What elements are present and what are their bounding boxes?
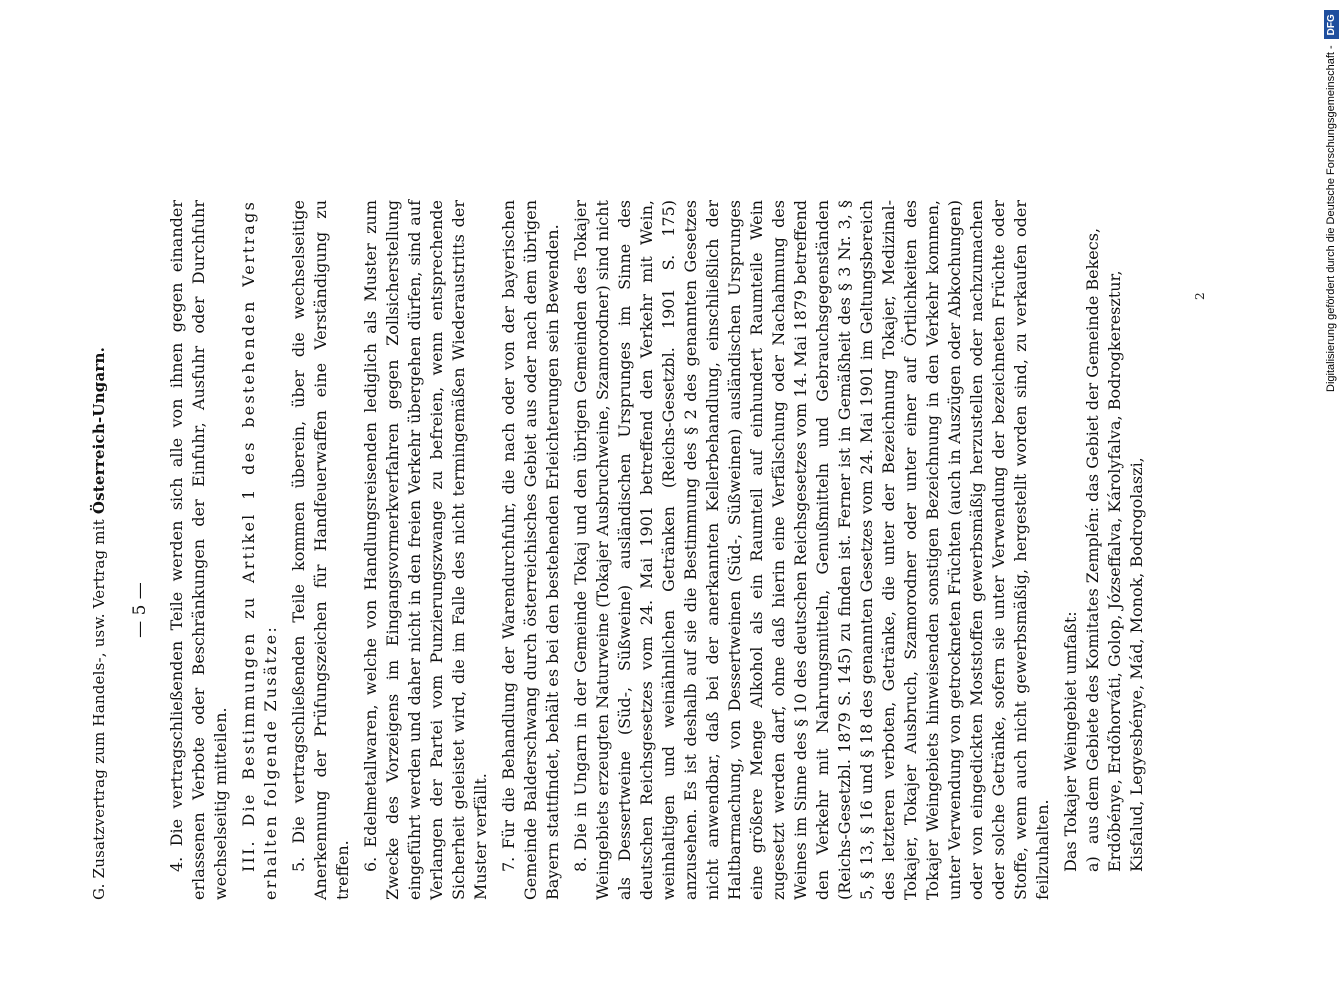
section-heading-iii: III. Die Bestimmungen zu Artikel 1 des bestehenden Vertrags erhalten folgende Zusätze:: [239, 200, 280, 900]
list-item-text: aus dem Gebiete des Komitates Zemplén: das Gebiet der Gemeinde Bekecs, Erdőbénye, Erdőhorváti, Golop, Józseffalva, Károlyfalva, Bodrogkeresztur, Kisfalud, Legyesbénye, Mád, Monok, Bodrogolaszi,: [1083, 227, 1146, 872]
paragraph-6: 6. Edelmetallwaren, welche von Handlungsreisenden lediglich als Muster zum Zwecke des Vorzeigens im Eingangsvormerkverfahren gegen Zollsicherstellung eingeführt werden und daher nicht in den freien Verkehr übergehen dürfen, sind auf Verlangen der Partei vom Punzierungszwange zu befreien, wenn entsprechende Sicherheit geleistet wird, die im Falle des nicht termingemäßen Wiederaustritts der Muster verfällt.: [361, 200, 490, 900]
paragraph-5: 5. Die vertragschließenden Teile kommen überein, über die wechselseitige Anerkennung der Prüfungszeichen für Handfeuerwaffen eine Verständigung zu treffen.: [289, 200, 352, 900]
paragraph-7: 7. Für die Behandlung der Warendurchfuhr, die nach oder von der bayerischen Gemeinde Balderschwang durch österreichisches Gebiet aus oder nach dem übrigen Bayern stattfindet, behält es bei den bestehenden Erleichterungen sein Bewenden.: [499, 200, 562, 900]
paragraph-8: 8. Die in Ungarn in der Gemeinde Tokaj und den übrigen Gemeinden des Tokajer Weingebiets erzeugten Naturweine (Tokajer Ausbruchweine, Szamorodner) sind nicht als Dessertweine (Süd-, Süßweine) ausländischen Ursprunges im Sinne des deutschen Reichsgesetzes vom 24. Mai 1901 betreffend den Verkehr mit Wein, weinhaltigen und weinähnlichen Getränken (Reichs-Gesetzbl. 1901 S. 175) anzusehen. Es ist deshalb auf sie die Bestimmung des § 2 des genannten Gesetzes nicht anwendbar, daß bei der anerkannten Kellerbehandlung, einschließlich der Haltbarmachung, von Dessertweinen (Süd-, Süßweinen) ausländischen Ursprunges eine größere Menge Alkohol als ein Raumteil auf einhundert Raumteile Wein zugesetzt werden darf, ohne daß hierin eine Verfälschung oder Nachahmung des Weines im Sinne des § 10 des deutschen Reichsgesetzes vom 14. Mai 1879 betreffend den Verkehr mit Nahrungsmitteln, Genußmitteln und Gebrauchsgegenständen (Reichs-Gesetzbl. 1879 S. 145) zu finden ist. Ferner ist in Gemäßheit des § 3 Nr. 3, § 5, § 13, § 16 und § 18 des genannten Gesetzes vom 24. Mai 1901 im Geltungsbereich des letzteren verboten, Getränke, die unter der Bezeichnung Tokajer, Medizinal-Tokajer, Tokajer Ausbruch, Szamorodner oder unter einer auf Örtlichkeiten des Tokajer Weingebiets hinweisenden sonstigen Bezeichnung in den Verkehr kommen, unter Verwendung von getrockneten Früchten (auch in Auszügen oder Abkochungen) oder von eingedickten Moststoffen gewerbsmäßig herzustellen oder nachzumachen oder solche Getränke, sofern sie unter Verwendung der bezeichneten Früchte oder Stoffe, wenn auch nicht gewerbsmäßig, hergestellt worden sind, zu verkaufen oder feilzuhalten.: [571, 200, 1052, 900]
rotated-text-block: [90, 200, 1200, 900]
digitization-notice-text: Digitalisierung gefördert durch die Deutsche Forschungsgemeinschaft -: [1325, 45, 1337, 392]
running-header: [90, 200, 108, 900]
running-header-country: Österreich-Ungarn.: [90, 347, 108, 515]
signature-mark: 2: [1193, 292, 1207, 300]
running-header-text: G. Zusatzvertrag zum Handels-, usw. Vertrag mit: [90, 514, 108, 900]
list-label: Das Tokajer Weingebiet umfaßt:: [1061, 611, 1080, 872]
dfg-logo-icon: DFG: [1324, 10, 1339, 39]
list-item: [1082, 200, 1148, 900]
digitization-notice: [1322, 2, 1340, 392]
paragraph-4: 4. Die vertragschließenden Teile werden sich alle von ihnen gegen einander erlassenen Verbote oder Beschränkungen der Einfuhr, Ausfuhr oder Durchfuhr wechselseitig mitteilen.: [167, 200, 230, 900]
list-item-marker: a): [1083, 856, 1102, 872]
page-number: — 5 —: [130, 582, 150, 638]
